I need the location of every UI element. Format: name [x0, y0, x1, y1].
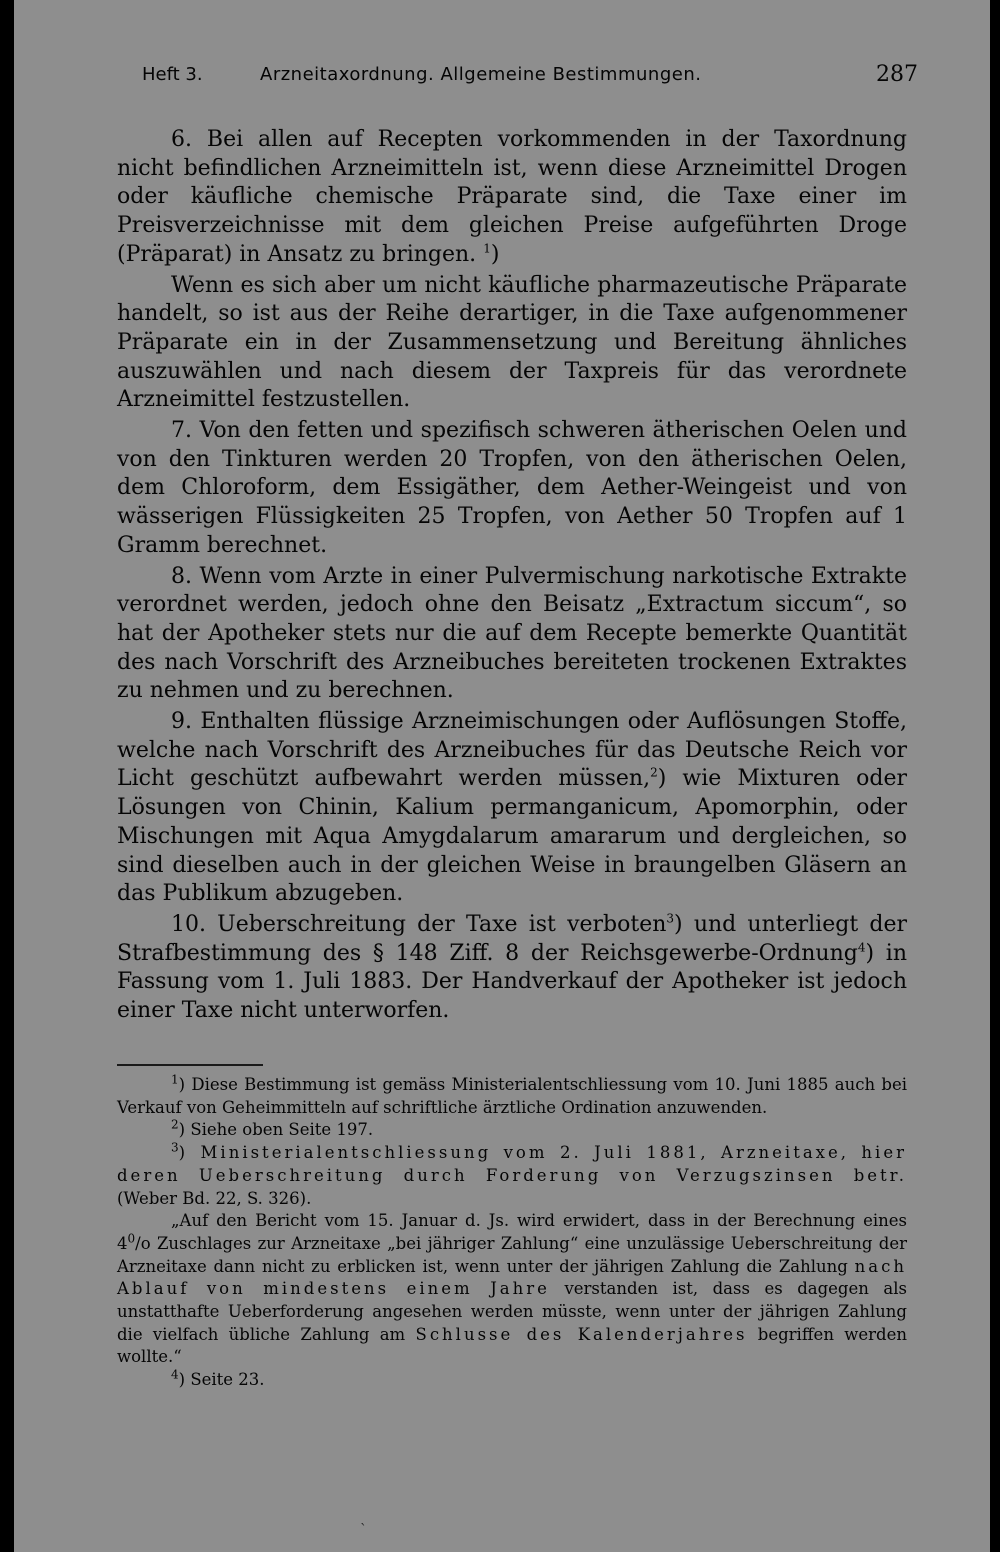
footnote-1: $^1$) Diese Bestimmung ist gemäss Ministerialentschliessung vom 10. Juni 1885 auch bei Verkauf von Geheimmitteln auf schriftliche ärztliche Ordination anzuwenden.: [117, 1072, 907, 1117]
issue-label: Heft 3.: [142, 64, 203, 85]
footnote-ref: 2: [650, 766, 658, 781]
footnote-ref: 1: [483, 241, 491, 256]
footnote-ref: 4: [857, 940, 866, 955]
footnote-4: $^4$) Seite 23.: [171, 1367, 265, 1390]
footnotes: [117, 1074, 907, 1392]
paragraph-6: 6. Bei allen auf Recepten vorkommenden in der Taxordnung nicht befindlichen Arzneimitteln ist, wenn diese Arzneimittel Drogen oder käufliche chemische Präparate sind, die Taxe einer im Preisverzeichnisse mit dem gleichen Preise aufgeführten Droge (Präparat) in Ansatz zu bringen. $^1$): [117, 127, 907, 267]
paragraph-6-cont: Wenn es sich aber um nicht käufliche pharmazeutische Präparate handelt, so ist aus der Reihe derartiger, in die Taxe aufgenommener Präparate ein in der Zusammensetzung und Bereitung ähnliches auszuwählen und nach diesem der Taxpreis für das verordnete Arzneimittel festzustellen.: [117, 272, 907, 413]
main-text: [117, 126, 907, 1026]
footnote-ref: 3: [666, 911, 675, 926]
footnote-3-quote: „Auf den Bericht vom 15. Januar d. Js. wird erwidert, dass in der Berechnung eines $4^0/o$ Zuschlages zur Arzneitaxe „bei jähriger Zahlung“ eine unzulässige Ueberschreitung der Arzneitaxe dann nicht zu erblicken ist, wenn unter der jährigen Zahlung die Zahlung nach Ablauf von mindestens einem Jahre verstanden ist, dass es dagegen als unstatthafte Ueberforderung angesehen werden müsste, wenn unter der jährigen Zahlung die vielfach übliche Zahlung am Schlusse des Kalenderjahres begriffen werden wollte.“: [117, 1211, 907, 1367]
stray-ink-mark: `: [360, 1522, 367, 1538]
footnote-3: $^3$) Ministerialentschliessung vom 2. Juli 1881, Arzneitaxe, hier deren Ueberschreitung durch Forderung von Verzugszinsen betr. (Weber Bd. 22, S. 326).: [117, 1140, 907, 1208]
paragraph-7: 7. Von den fetten und spezifisch schweren ätherischen Oelen und von den Tinkturen werden 20 Tropfen, von den ätherischen Oelen, dem Chloroform, dem Essigäther, dem Aether-Weingeist und von wässerigen Flüssigkeiten 25 Tropfen, von Aether 50 Tropfen auf 1 Gramm berechnet.: [117, 418, 907, 558]
paragraph-10: 10. Ueberschreitung der Taxe ist verboten$^3$) und unterliegt der Strafbestimmung des § 148 Ziff. 8 der Reichsgewerbe-Ordnung$^4$) in Fassung vom 1. Juli 1883. Der Handverkauf der Apotheker ist jedoch einer Taxe nicht unterworfen.: [117, 911, 907, 1024]
footnote-2: $^2$) Siehe oben Seite 197.: [171, 1117, 374, 1140]
paragraph-9: 9. Enthalten flüssige Arzneimischungen oder Auflösungen Stoffe, welche nach Vorschrift des Arzneibuches für das Deutsche Reich vor Licht geschützt aufbewahrt werden müssen,$^2$) wie Mixturen oder Lösungen von Chinin, Kalium permanganicum, Apomorphin, oder Mischungen mit Aqua Amygdalarum amararum und dergleichen, so sind dieselben auch in der gleichen Weise in braungelben Gläsern an das Publikum abzugeben.: [117, 709, 907, 907]
book-page: [14, 0, 990, 1552]
paragraph-8: 8. Wenn vom Arzte in einer Pulvermischung narkotische Extrakte verordnet werden, jedoch ohne den Beisatz „Extractum siccum“, so hat der Apotheker stets nur die auf dem Recepte bemerkte Quantität des nach Vorschrift des Arzneibuches bereiteten trockenen Extraktes zu nehmen und zu berechnen.: [117, 563, 907, 704]
running-header: [142, 64, 918, 94]
section-title: Arzneitaxordnung. Allgemeine Bestimmungen.: [260, 64, 702, 85]
page-number: 287: [876, 62, 918, 87]
footnote-divider: [117, 1064, 263, 1066]
